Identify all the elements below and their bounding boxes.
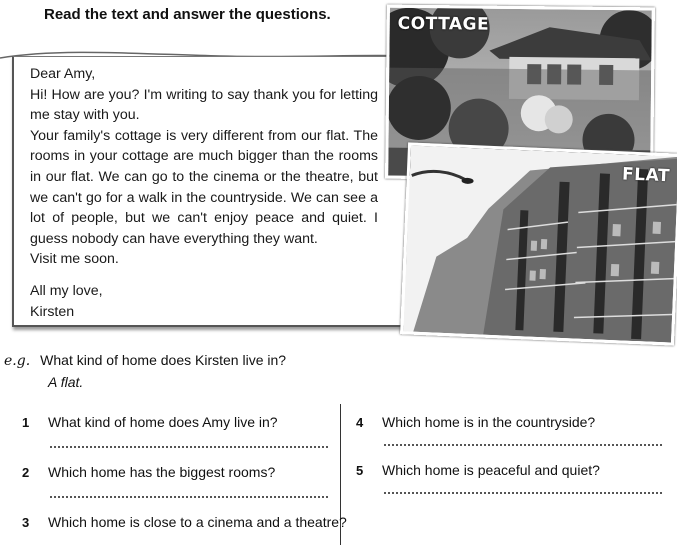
letter-paragraph-1: Hi! How are you? I'm writing to say thank you for letting me stay with you. xyxy=(30,86,378,124)
cottage-label: COTTAGE xyxy=(397,13,490,35)
letter-text xyxy=(30,64,378,322)
answer-line-1[interactable] xyxy=(50,446,328,448)
question-text: What kind of home does Amy live in? xyxy=(48,414,278,430)
answer-line-4[interactable] xyxy=(384,444,662,446)
question-number: 2 xyxy=(22,465,30,480)
question-2 xyxy=(22,464,275,482)
question-number: 5 xyxy=(356,463,364,478)
instruction-heading: Read the text and answer the questions. xyxy=(44,6,331,23)
example-marker: e.g. xyxy=(4,353,31,369)
letter-greeting: Dear Amy, xyxy=(30,66,96,82)
example-question-row xyxy=(4,352,286,369)
question-text: Which home is close to a cinema and a theatre? xyxy=(48,514,347,530)
question-3 xyxy=(22,514,347,532)
example-question: What kind of home does Kirsten live in? xyxy=(40,352,287,368)
flat-label: FLAT xyxy=(621,164,671,187)
question-4 xyxy=(356,414,595,432)
letter-signature: Kirsten xyxy=(30,303,75,320)
letter-closing: All my love, xyxy=(30,282,103,299)
flat-photo xyxy=(400,142,677,345)
question-5 xyxy=(356,462,600,480)
question-1 xyxy=(22,414,278,432)
question-number: 1 xyxy=(22,415,30,430)
question-text: Which home is in the countryside? xyxy=(382,414,596,430)
letter-paragraph-3: Visit me soon. xyxy=(30,251,119,268)
question-text: Which home is peaceful and quiet? xyxy=(382,462,600,478)
answer-line-5[interactable] xyxy=(384,492,662,494)
answer-line-2[interactable] xyxy=(50,496,328,498)
letter-paragraph-2: Your family's cottage is very different from our flat. The rooms in your cottage are much bigger than the rooms in our flat. We can go to the cinema or the theatre, but we can't go for a walk in the countryside. We can see a lot of people, but we can't enjoy peace and quiet. I guess nobody can have everything they want. xyxy=(30,127,378,247)
question-number: 3 xyxy=(22,515,30,530)
question-number: 4 xyxy=(356,415,364,430)
example-answer: A flat. xyxy=(48,374,84,390)
question-text: Which home has the biggest rooms? xyxy=(48,464,276,480)
